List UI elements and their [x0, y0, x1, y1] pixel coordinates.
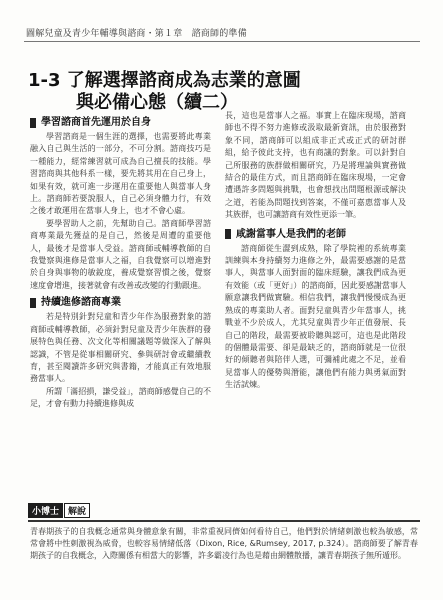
- body-paragraph: 諮商師從生澀到成熟，除了學院裡的系統專業訓練與本身持續努力進修之外，最需要感謝的是當事人，與當事人面對面的臨床經驗，讓我們成為更有效能（或「更好」）的諮商師，因此要感謝當事人願意讓我們做實驗。相信我們，讓我們慢慢成為更熟成的專業助人者。面對兒童與青少年當事人，挑戰並不少於成人，尤其兒童與青少年正值發展、長自己的階段，最需要被聆聽與認可，這也是此階段的個體最需要、卻是最缺乏的，諮商師就是一位很好的傾聽者與陪伴人選，可彌補此處之不足，並看見當事人的優勢與潛能，讓他們有能力與勇氣面對生活試煉。: [225, 243, 406, 390]
- title-line-1: 1-3 了解選擇諮商成為志業的意圖: [28, 70, 301, 91]
- body-paragraph: 所謂「滿招損，謙受益」，諮商師感覺自己的不足，才會有動力持續進修與成: [30, 386, 211, 409]
- left-column: [30, 116, 211, 411]
- section-heading-text: 咸謝當事人是我們的老師: [236, 228, 346, 240]
- tip-body: 青春期孩子的自我概念通常與身體意象有關，非常重視同儕如何看待自己，他們對於情緒刺激也較為敏感，常常會將中性刺激視為威脅，也較容易情緒低落（Dixon, Rice, &Rumsey, 2017, p.324）。諮商師要了解青春期孩子的自我概念，入際關係有相當大的影響，許多霸凌行為也是藉由網體散播，讓青春期孩子無所遁形。: [30, 526, 418, 561]
- body-paragraph: 要學習助人之前，先幫助自己。諮商師學習諮商專業最先獲益的是自己，然後是周遭的重要他人，最後才是當事人受益。諮商師或輔導教師的自我覺察與進修是當事人之福，自我覺察可以增進對於自身與事物的敏銳度，養成覺察習慣之後，覺察速度會增進，接著就會有改善或改變的行動跟進。: [30, 218, 211, 290]
- section-heading-clients-as-teachers: [225, 228, 406, 241]
- running-header: 圖解兒童及青少年輔導與諮商・第１章 諮商師的準備: [26, 29, 247, 39]
- heading-marker-icon: [30, 298, 36, 308]
- title-line-2: 與必備心態（續二）: [76, 92, 238, 113]
- header-divider: [24, 41, 420, 42]
- tip-badge-explain: 解說: [64, 503, 90, 518]
- tip-label: [28, 503, 420, 518]
- section-heading-continued-study: [30, 296, 211, 309]
- heading-marker-icon: [225, 229, 231, 239]
- page-title: [28, 70, 408, 114]
- section-heading-text: 學習諮商首先運用於自身: [41, 117, 151, 128]
- section-heading-self-application: [30, 116, 211, 129]
- tip-box: [28, 503, 420, 563]
- body-paragraph: 長，這也是當事人之福。事實上在臨床現場，諮商師也不得不努力進修或汲取最新資訊，由於服務對象不同，諮商師可以組成非正式或正式的研討群組，給予彼此支持，也有商議的對象。可以針對自己所服務的族群做相關研究，乃是將理論與實務做結合的最佳方式，而且諮商師在臨床現場，一定會遭遇許多問題與挑戰，也會想找出問題根源或解決之道，若能為問題找到答案，不僅可嘉惠當事人及其族群，也可讓諮商有效性更添一筆。: [225, 111, 406, 220]
- section-heading-text: 持續進修諮商專業: [41, 297, 121, 309]
- tip-badge: 小博士: [28, 503, 63, 518]
- body-paragraph: 若是特別針對兒童和青少年作為服務對象的諮商師或輔導教師，必須針對兒童及青少年族群的發展特色與任務、次文化等相關議題等做深入了解與認識，不管是從事相關研究、參與研討會或繼續教育，甚至閱讀許多研究與書籍，才能真正有效地服務當事人。: [30, 312, 211, 384]
- right-column: [225, 110, 406, 392]
- heading-marker-icon: [30, 118, 36, 128]
- tip-divider: [28, 520, 420, 522]
- body-paragraph: 學習諮商是一個生涯的選擇，也需要將此專業融入自己與生活的一部分，不可分割。諮商技巧是一種能力，經常練習就可成為自己擅長的技能。學習諮商與其他科系一樣，要先將其用在自己身上，如果有效，就可進一步運用在重要他人與當事人身上。諮商師若要說服人，自己必須身體力行，有效之後才敢運用在當事人身上，也才不會心虛。: [30, 132, 211, 216]
